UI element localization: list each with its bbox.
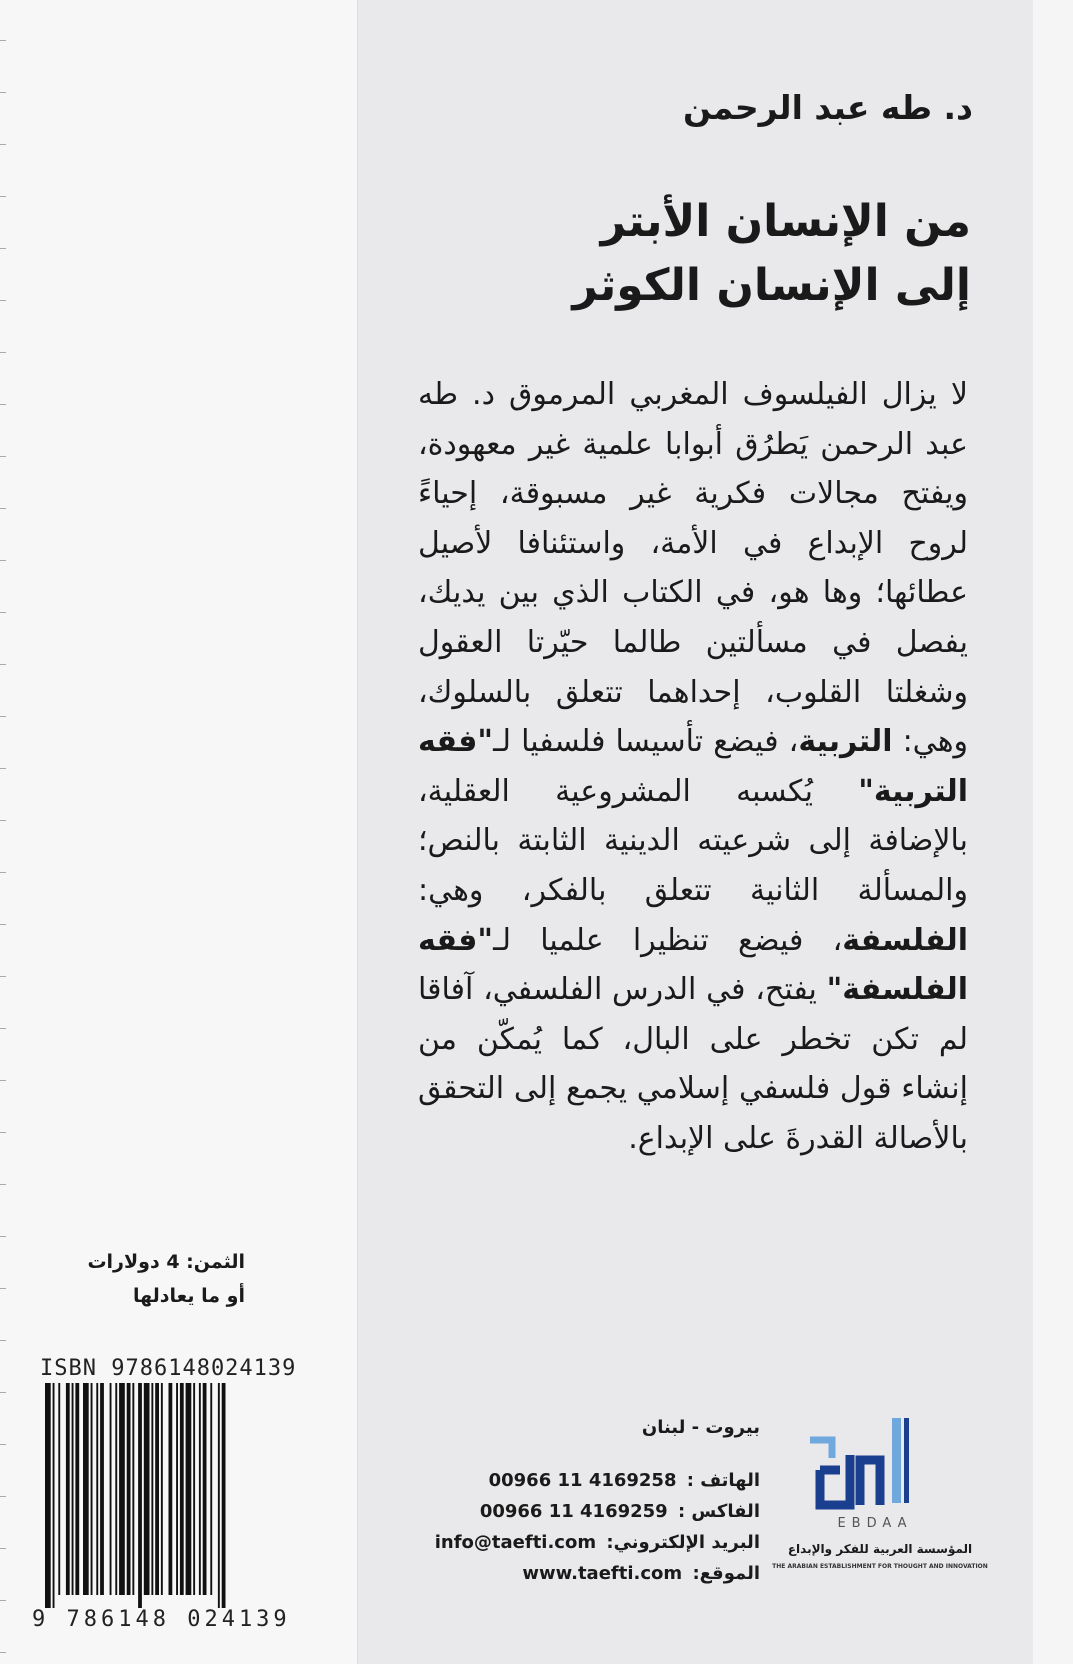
blurb-bold-tarbiya: التربية <box>798 724 893 760</box>
barcode-digits: 9 786148 024139 <box>32 1607 291 1632</box>
fax-number: 00966 11 4169259 <box>479 1501 668 1522</box>
title-line-2: إلى الإنسان الكوثر <box>572 260 971 311</box>
edge-tick <box>0 508 6 509</box>
barcode-bar <box>155 1383 159 1595</box>
barcode-bar <box>100 1383 104 1595</box>
barcode-bar <box>119 1383 125 1595</box>
edge-tick <box>0 716 6 717</box>
right-margin <box>1033 0 1073 1664</box>
barcode-bar <box>96 1383 98 1595</box>
edge-tick <box>0 248 6 249</box>
edge-tick <box>0 1392 6 1393</box>
edge-tick <box>0 1600 6 1601</box>
barcode-bar <box>161 1383 163 1595</box>
barcode-bar <box>210 1383 212 1595</box>
edge-tick <box>0 456 6 457</box>
edge-tick <box>0 612 6 613</box>
barcode-bar <box>45 1383 51 1608</box>
barcode-bar <box>115 1383 117 1595</box>
barcode-bar <box>180 1383 184 1595</box>
barcode-bar <box>110 1383 112 1595</box>
website-label: الموقع: <box>692 1563 760 1584</box>
edge-tick <box>0 1340 6 1341</box>
barcode-bar <box>58 1383 60 1595</box>
barcode-bar <box>132 1383 134 1595</box>
logo-arabic-text: إبداع <box>875 1430 877 1431</box>
barcode-bar <box>193 1383 195 1595</box>
book-title <box>451 190 971 318</box>
edge-tick <box>0 144 6 145</box>
website-url: www.taefti.com <box>522 1563 683 1584</box>
barcode-bar <box>138 1383 142 1608</box>
edge-tick <box>0 1132 6 1133</box>
edge-tick <box>0 1236 6 1237</box>
barcode-bar <box>66 1383 70 1595</box>
edge-tick <box>0 92 6 93</box>
fax-label: الفاكس : <box>677 1501 760 1522</box>
barcode-bar <box>151 1383 153 1595</box>
edge-tick <box>0 1496 6 1497</box>
blurb-part-5: يفتح، في الدرس الفلسفي، آفاقا لم تكن تخطر على البال، كما يُمكّن من إنشاء قول فلسفي إسلامي يجمع إلى التحقق بالأصالة القدرةَ على الإبداع. <box>418 972 968 1156</box>
barcode-bar <box>53 1383 55 1608</box>
barcode-bar <box>176 1383 178 1595</box>
city-line: بيروت - لبنان <box>641 1417 760 1438</box>
phone-row <box>420 1465 760 1496</box>
barcode-bar <box>199 1383 201 1595</box>
website-row <box>420 1558 760 1589</box>
barcode-bar <box>218 1383 220 1608</box>
barcode-bar <box>75 1383 79 1595</box>
email-address: info@taefti.com <box>434 1532 597 1553</box>
edge-tick <box>0 924 6 925</box>
blurb-part-3: يُكسبه المشروعية العقلية، بالإضافة إلى شرعيته الدينية الثابتة بالنص؛ والمسألة الثانية تتعلق بالفكر، وهي: <box>418 773 968 908</box>
author-name: د. طه عبد الرحمن <box>683 88 973 127</box>
barcode-bar <box>72 1383 74 1595</box>
edge-tick <box>0 1080 6 1081</box>
blurb-part-4: ، فيضع تنظيرا علميا لـ <box>493 922 843 958</box>
edge-tick <box>0 560 6 561</box>
title-line-1: من الإنسان الأبتر <box>600 196 971 247</box>
barcode-bar <box>83 1383 89 1595</box>
barcode-bar <box>222 1383 226 1608</box>
blurb-text <box>418 370 968 1164</box>
email-row <box>420 1527 760 1558</box>
edge-tick <box>0 768 6 769</box>
edge-tick <box>0 40 6 41</box>
barcode-bar <box>186 1383 192 1595</box>
barcode-bar <box>144 1383 150 1595</box>
publisher-english-name: THE ARABIAN ESTABLISHMENT FOR THOUGHT AND INNOVATION <box>772 1563 988 1570</box>
barcode-bar <box>203 1383 207 1595</box>
contact-info <box>420 1412 760 1589</box>
edge-tick <box>0 1028 6 1029</box>
edge-tick <box>0 976 6 977</box>
barcode-bar <box>91 1383 93 1595</box>
publisher-latin-name: EBDAA <box>837 1516 913 1531</box>
fax-row <box>420 1496 760 1527</box>
blurb-bold-fiqh-falsafa: "فقه الفلسفة" <box>418 922 968 1008</box>
edge-tick <box>0 1288 6 1289</box>
price-line: الثمن: 4 دولارات <box>87 1251 245 1273</box>
edge-ticks <box>0 0 10 1664</box>
edge-tick <box>0 404 6 405</box>
isbn-label: ISBN 9786148024139 <box>40 1356 297 1381</box>
edge-tick <box>0 664 6 665</box>
edge-tick <box>0 1184 6 1185</box>
edge-tick <box>0 872 6 873</box>
barcode <box>45 1383 295 1608</box>
email-label: البريد الإلكتروني: <box>606 1532 760 1553</box>
barcode-bar <box>127 1383 131 1595</box>
edge-tick <box>0 820 6 821</box>
phone-label: الهاتف : <box>686 1470 760 1491</box>
edge-tick <box>0 1548 6 1549</box>
barcode-bar <box>169 1383 173 1595</box>
blurb-bold-fiqh-tarbiya: "فقه التربية" <box>418 724 968 809</box>
price-equivalent: أو ما يعادلها <box>132 1285 245 1307</box>
blurb-part-1: لا يزال الفيلسوف المغربي المرموق د. طه عبد الرحمن يَطرُق أبوابا علمية غير معهودة، ويفتح مجالات فكرية غير مسبوقة، إحياءً لروح الإبداع في الأمة، واستئنافا لأصيل عطائها؛ وها هو، في الكتاب الذي بين يديك، يفصل في مسألتين طالما حيّرتا العقول وشغلتا القلوب، إحداهما تتعلق بالسلوك، وهي: <box>418 377 968 760</box>
edge-tick <box>0 1444 6 1445</box>
edge-tick <box>0 1652 6 1653</box>
blurb-bold-falsafa: الفلسفة <box>842 922 968 958</box>
publisher-arabic-name: المؤسسة العربية للفكر والإبداع <box>787 1542 973 1556</box>
edge-tick <box>0 196 6 197</box>
blurb-part-2: ، فيضع تأسيسا فلسفيا لـ <box>493 724 799 760</box>
edge-tick <box>0 352 6 353</box>
price-block <box>45 1245 245 1313</box>
phone-number: 00966 11 4169258 <box>488 1470 677 1491</box>
edge-tick <box>0 300 6 301</box>
